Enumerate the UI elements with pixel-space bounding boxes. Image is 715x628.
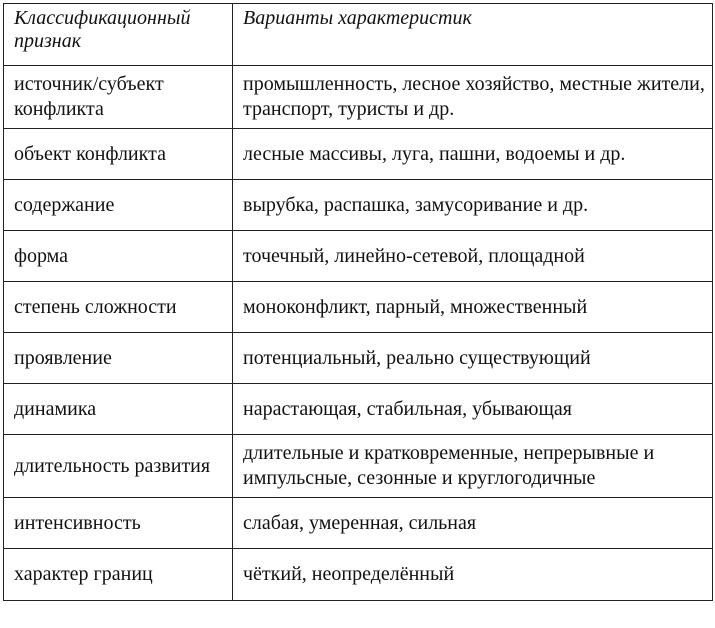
- row-variants-cell: слабая, умеренная, сильная: [233, 498, 713, 549]
- table-row: [4, 435, 713, 498]
- classification-table: [3, 3, 713, 601]
- row-feature-cell: объект конфликта: [4, 129, 233, 180]
- row-variants-cell: лесные массивы, луга, пашни, водоемы и др.: [233, 129, 713, 180]
- row-feature-cell: динамика: [4, 384, 233, 435]
- table-row: [4, 549, 713, 601]
- table-row: [4, 384, 713, 435]
- row-feature-cell: форма: [4, 231, 233, 282]
- table-row: [4, 180, 713, 231]
- header-classification-feature: Классификационный признак: [4, 4, 233, 66]
- row-variants-cell: вырубка, распашка, замусоривание и др.: [233, 180, 713, 231]
- row-feature-cell: источник/субъект конфликта: [4, 66, 233, 129]
- row-variants-cell: нарастающая, стабильная, убывающая: [233, 384, 713, 435]
- table-header-row: [4, 4, 713, 66]
- row-variants-cell: чёткий, неопределённый: [233, 549, 713, 601]
- table-row: [4, 66, 713, 129]
- table-row: [4, 282, 713, 333]
- row-feature-cell: интенсивность: [4, 498, 233, 549]
- row-variants-cell: промышленность, лесное хозяйство, местные жители, транспорт, туристы и др.: [233, 66, 713, 129]
- row-variants-cell: моноконфликт, парный, множественный: [233, 282, 713, 333]
- table-row: [4, 333, 713, 384]
- header-characteristic-variants: Варианты характеристик: [233, 4, 713, 66]
- row-variants-cell: длительные и кратковременные, непрерывные и импульсные, сезонные и круглогодичные: [233, 435, 713, 498]
- table-row: [4, 498, 713, 549]
- row-feature-cell: проявление: [4, 333, 233, 384]
- row-feature-cell: длительность развития: [4, 435, 233, 498]
- table-row: [4, 231, 713, 282]
- row-variants-cell: потенциальный, реально существующий: [233, 333, 713, 384]
- row-feature-cell: характер границ: [4, 549, 233, 601]
- row-variants-cell: точечный, линейно-сетевой, площадной: [233, 231, 713, 282]
- table-row: [4, 129, 713, 180]
- row-feature-cell: содержание: [4, 180, 233, 231]
- row-feature-cell: степень сложности: [4, 282, 233, 333]
